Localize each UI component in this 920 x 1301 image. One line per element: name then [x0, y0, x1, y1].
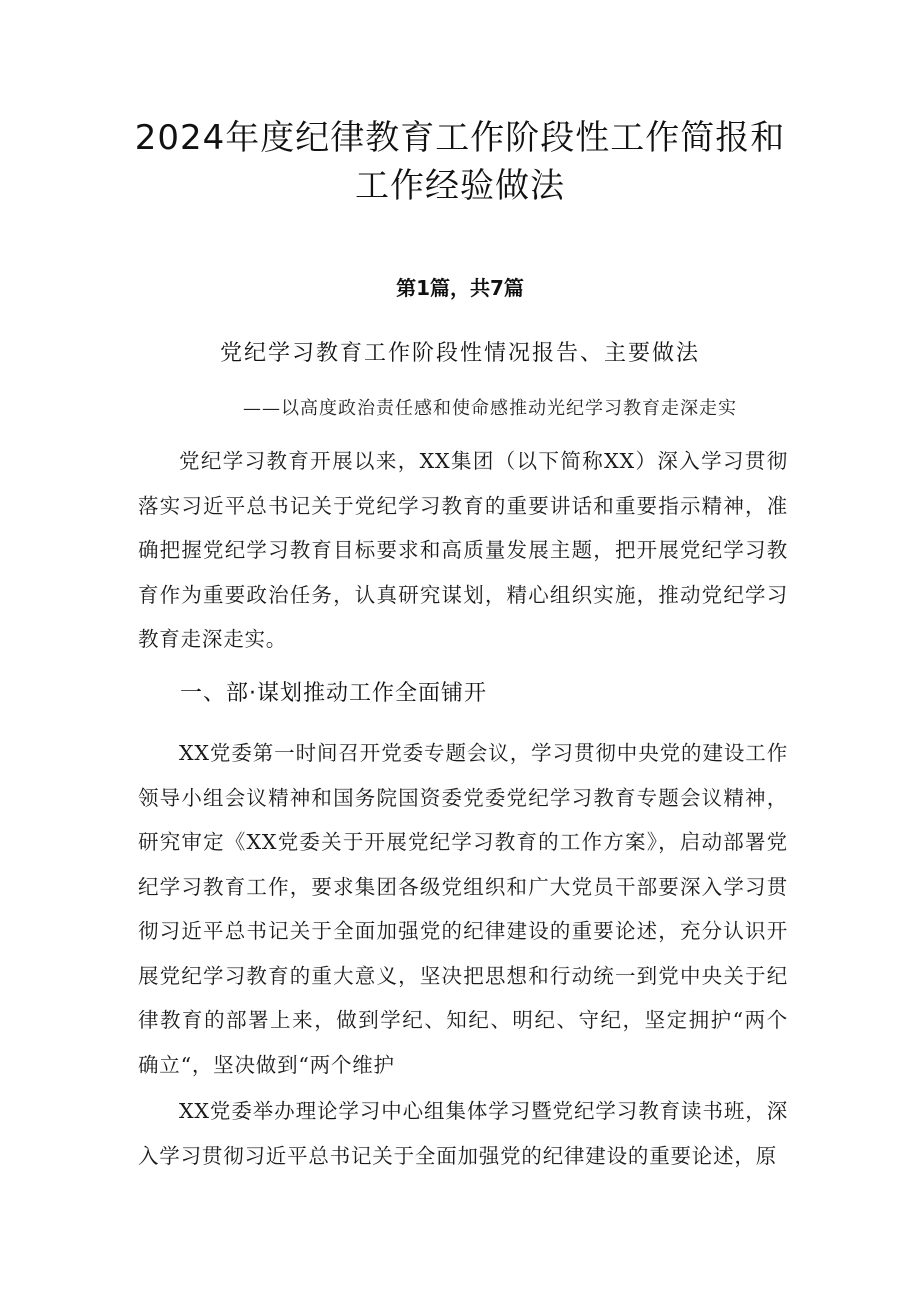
section-subtitle: 党纪学习教育工作阶段性情况报告、主要做法: [219, 341, 700, 366]
document-title-line2: 工作经验做法: [355, 166, 565, 206]
section-subheading: ——以高度政治责任感和使命感推动光纪学习教育走深走实: [243, 398, 737, 419]
paragraph-meeting: XX党委第一时间召开党委专题会议，学习贯彻中央党的建设工作领导小组会议精神和国务院国资委党委党纪学习教育专题会议精神，研究审定《XX党委关于开展党纪学习教育的工作方案》，启动部署党纪学习教育工作，要求集团各级党组织和广大党员干部要深入学习贯彻习近平总书记关于全面加强党的纪律建设的重要论述，充分认识开展党纪学习教育的重大意义，坚决把思想和行动统一到党中央关于纪律教育的部署上来，做到学纪、知纪、明纪、守纪，坚定拥护“两个确立“，坚决做到“两个维护: [138, 741, 788, 1077]
document-title-line1: 2024年度纪律教育工作阶段性工作简报和: [134, 118, 786, 158]
part-marker: 第1篇，共7篇: [396, 276, 524, 300]
paragraph-study-class: XX党委举办理论学习中心组集体学习暨党纪学习教育读书班，深入学习贯彻习近平总书记关于全面加强党的纪律建设的重要论述，原: [138, 1099, 788, 1168]
paragraph-intro: 党纪学习教育开展以来，XX集团（以下简称XX）深入学习贯彻落实习近平总书记关于党纪学习教育的重要讲话和重要指示精神，准确把握党纪学习教育目标要求和高质量发展主题，把开展党纪学习教育作为重要政治任务，认真研究谋划，精心组织实施，推动党纪学习教育走深走实。: [138, 449, 788, 651]
heading-section-1: 一、部·谋划推动工作全面铺开: [180, 681, 487, 706]
